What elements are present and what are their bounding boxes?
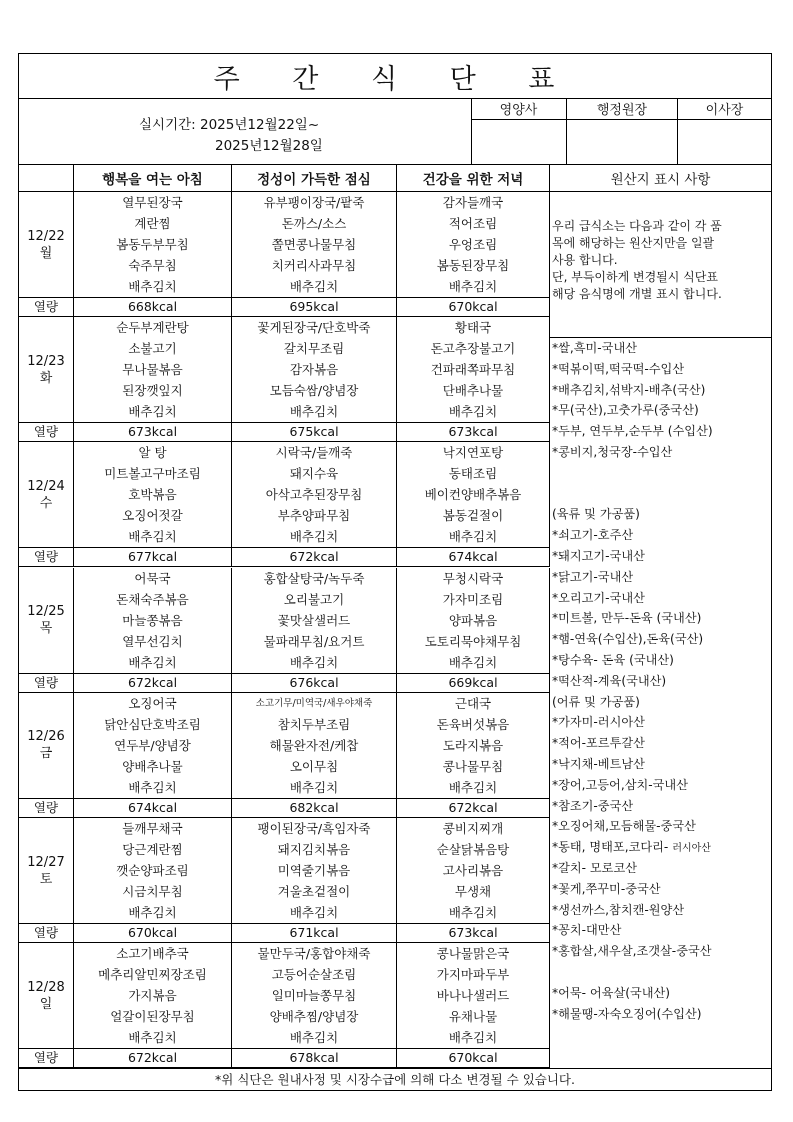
menu-item: 무나물볶음	[122, 362, 183, 378]
menu-item: 배추김치	[289, 905, 339, 920]
origin-item-text: *꽃게,쭈꾸미-중국산	[552, 881, 661, 896]
origin-item	[550, 858, 771, 879]
menu-item: 소불고기	[128, 341, 177, 357]
kcal-value: 674kcal	[397, 548, 550, 566]
menu-item: 치커리사과무침	[271, 258, 357, 273]
origin-item	[550, 588, 771, 609]
kcal-value: 678kcal	[232, 1049, 397, 1067]
menu-item: 깻순양파조림	[116, 863, 189, 878]
menu-item: 팽이된장국/흑임자죽	[257, 821, 371, 836]
menu-item: 바나나샐러드	[436, 988, 510, 1004]
menu-item: 적어조림	[448, 216, 498, 231]
menu-item: 봄동된장무침	[436, 258, 510, 273]
kcal-value: 671kcal	[232, 924, 397, 942]
dinner-menu	[397, 818, 550, 923]
origin-item	[550, 754, 771, 775]
menu-item: 우엉조림	[448, 237, 498, 252]
origin-item	[550, 900, 771, 921]
kcal-value: 674kcal	[74, 799, 232, 817]
menu-item: 물만두국/홍합야채죽	[257, 946, 371, 962]
kcal-label: 열량	[19, 298, 74, 316]
menu-item: 배추김치	[128, 905, 177, 920]
menu-item: 꽃게된장국/단호박죽	[257, 320, 371, 336]
kcal-value: 672kcal	[74, 1049, 232, 1067]
origin-item-text: *햄-연육(수입산),돈육(국산)	[552, 632, 704, 647]
menu-item: 가지마파두부	[436, 967, 510, 983]
kcal-value: 695kcal	[232, 298, 397, 316]
origin-item	[550, 650, 771, 671]
menu-item: 돼지김치볶음	[277, 842, 351, 857]
kcal-value: 672kcal	[397, 799, 550, 817]
day-weekday: 금	[39, 746, 53, 762]
origin-item-text: *미트볼, 만두-돈육 (국내산)	[552, 611, 702, 626]
origin-note-line: 사용 합니다.	[552, 253, 618, 267]
origin-item	[550, 421, 771, 442]
menu-item: 알 탕	[138, 445, 167, 461]
origin-item	[550, 692, 771, 713]
menu-item: 돼지수육	[289, 466, 339, 482]
menu-item: 갈치무조림	[283, 341, 345, 357]
origin-item	[550, 733, 771, 754]
origin-item	[550, 359, 771, 380]
menu-frame	[18, 53, 772, 1091]
dinner-menu	[397, 317, 550, 422]
menu-item: 양배추찜/양념장	[269, 1009, 359, 1025]
approval-chair-label: 이사장	[678, 98, 771, 120]
menu-item: 일미마늘쫑무침	[271, 988, 357, 1004]
kcal-label: 열량	[19, 674, 74, 692]
menu-item: 배추김치	[448, 529, 498, 545]
menu-item: 배추김치	[448, 404, 498, 420]
breakfast-menu	[74, 317, 232, 422]
lunch-menu	[232, 943, 397, 1048]
menu-item: 배추김치	[128, 529, 177, 545]
kcal-row	[19, 547, 550, 567]
kcal-value: 670kcal	[397, 1049, 550, 1067]
header-day	[19, 164, 74, 192]
origin-item-text: *닭고기-국내산	[552, 569, 634, 584]
menu-item: 닭안심단호박조림	[104, 716, 201, 732]
origin-item	[550, 400, 771, 421]
origin-item	[550, 629, 771, 650]
kcal-row	[19, 297, 550, 317]
breakfast-menu	[74, 192, 232, 297]
menu-item: 아삭고추된장무침	[265, 487, 363, 503]
menu-item: 가자미조림	[442, 591, 504, 607]
menu-item: 오이무침	[289, 758, 339, 774]
menu-item: 콩나물맑은국	[436, 946, 510, 962]
origin-item-extra: 러시아산	[672, 843, 711, 855]
approval-admin-label: 행정원장	[567, 98, 678, 120]
dinner-menu	[397, 943, 550, 1048]
approval-dietitian-label: 영양사	[471, 98, 567, 120]
kcal-value: 672kcal	[232, 548, 397, 566]
kcal-value: 677kcal	[74, 548, 232, 566]
menu-item: 참치두부조림	[277, 716, 351, 732]
origin-item-text: *쇠고기-호주산	[552, 528, 634, 543]
menu-item: 배추김치	[448, 905, 498, 920]
kcal-row	[19, 1048, 550, 1068]
menu-item: 부추양파무침	[277, 508, 351, 524]
header-breakfast: 행복을 여는 아침	[74, 164, 232, 192]
origin-item-text: (어류 및 가공품)	[552, 694, 640, 709]
menu-item: 오징어젓갈	[122, 508, 183, 524]
origin-list	[550, 338, 771, 1024]
day-weekday: 일	[39, 996, 53, 1012]
day-weekday: 월	[39, 245, 53, 261]
menu-item: 배추김치	[448, 1030, 498, 1046]
day-date: 12/28	[27, 979, 65, 995]
menu-item: 배추김치	[128, 1030, 177, 1046]
period-box	[19, 98, 472, 164]
menu-item: 어묵국	[134, 570, 171, 586]
menu-item: 봄동두부무침	[116, 237, 189, 252]
day-label	[19, 192, 74, 297]
origin-item-text: *해물땡-자숙오징어(수입산)	[552, 1006, 702, 1021]
origin-item-text: (육류 및 가공품)	[552, 507, 640, 522]
menu-item: 근대국	[454, 695, 492, 711]
menu-item: 순살닭볶음탕	[436, 842, 510, 857]
menu-item: 고사리볶음	[442, 863, 504, 878]
origin-item-text: *갈치- 모로코산	[552, 860, 638, 875]
origin-item-text: *떡볶이떡,떡국떡-수입산	[552, 361, 685, 376]
menu-item: 소고기무/미역국/새우야채죽	[255, 697, 373, 709]
menu-item: 물파래무침/요거트	[263, 633, 365, 649]
menu-item: 동태조림	[448, 466, 498, 482]
menu-item: 단배추나물	[442, 383, 504, 399]
origin-item-text: *무(국산),고춧가루(중국산)	[552, 403, 699, 418]
kcal-label: 열량	[19, 1049, 74, 1067]
kcal-label: 열량	[19, 799, 74, 817]
day-date: 12/25	[27, 604, 65, 620]
lunch-menu	[232, 317, 397, 422]
origin-item	[550, 1004, 771, 1025]
dinner-menu	[397, 192, 550, 297]
origin-item	[550, 879, 771, 900]
menu-item: 시락국/들깨죽	[275, 445, 353, 461]
menu-item: 감자볶음	[289, 362, 339, 378]
origin-item-text: *콩비지,청국장-수입산	[552, 444, 673, 459]
approval-box	[471, 98, 771, 164]
origin-item-text: *돼지고기-국내산	[552, 548, 645, 563]
origin-item	[550, 567, 771, 588]
menu-item: 숙주무침	[128, 258, 177, 273]
header-lunch: 정성이 가득한 점심	[232, 164, 397, 192]
period-line-2: 2025년12월28일	[215, 138, 323, 154]
menu-item: 배추김치	[128, 279, 177, 294]
menu-item: 건파래쪽파무침	[430, 362, 516, 378]
header-origin: 원산지 표시 사항	[550, 164, 771, 192]
menu-item: 마늘쫑볶음	[122, 612, 183, 628]
origin-note-line: 목에 해당하는 원산지만을 일괄	[552, 236, 715, 250]
origin-item-text: *가자미-러시아산	[552, 715, 645, 730]
menu-item: 배추김치	[128, 404, 177, 420]
origin-item	[550, 671, 771, 692]
kcal-row	[19, 422, 550, 442]
menu-item: 얼갈이된장무침	[110, 1009, 195, 1025]
origin-item-text: *적어-포르투갈산	[552, 736, 645, 751]
origin-item-text: *생선까스,참치캔-원양산	[552, 902, 685, 917]
origin-item	[550, 837, 771, 858]
day-label	[19, 442, 74, 547]
menu-item: 겨울초겉절이	[277, 884, 351, 899]
origin-item-text: *두부, 연두부,순두부 (수입산)	[552, 424, 713, 439]
kcal-value: 669kcal	[397, 674, 550, 692]
origin-item	[550, 796, 771, 817]
origin-item	[550, 442, 771, 463]
menu-item: 열무선김치	[122, 633, 183, 649]
day-date: 12/27	[27, 854, 65, 870]
day-label	[19, 943, 74, 1048]
menu-item: 배추김치	[128, 654, 177, 670]
kcal-value: 670kcal	[74, 924, 232, 942]
menu-item: 돈고추장불고기	[430, 341, 516, 357]
menu-item: 오징어국	[128, 695, 177, 711]
origin-item	[550, 525, 771, 546]
origin-item-text: *꽁치-대만산	[552, 923, 622, 938]
origin-note	[550, 192, 771, 338]
kcal-label: 열량	[19, 423, 74, 441]
origin-item	[550, 962, 771, 983]
menu-item: 콩비지찌개	[442, 821, 504, 836]
dinner-menu	[397, 693, 550, 798]
breakfast-menu	[74, 693, 232, 798]
menu-item: 배추김치	[289, 279, 339, 294]
menu-item: 고등어순살조림	[271, 967, 357, 983]
dinner-menu	[397, 568, 550, 673]
day-weekday: 화	[39, 370, 53, 386]
footer-note: *위 식단은 원내사정 및 시장수급에 의해 다소 변경될 수 있습니다.	[19, 1068, 771, 1090]
page-title: 주 간 식 단 표	[19, 54, 771, 99]
menu-item: 돈육버섯볶음	[436, 716, 510, 732]
kcal-row	[19, 923, 550, 943]
menu-item: 배추김치	[289, 404, 339, 420]
menu-item: 모듬숙쌈/양념장	[269, 383, 359, 399]
origin-item-text: *참조기-중국산	[552, 798, 634, 813]
origin-item	[550, 546, 771, 567]
origin-item	[550, 484, 771, 505]
menu-item: 무청시락국	[442, 570, 504, 586]
menu-item: 메추리알민찌장조림	[98, 967, 207, 983]
origin-item	[550, 983, 771, 1004]
origin-item	[550, 816, 771, 837]
menu-item: 콩나물무침	[442, 758, 504, 774]
menu-item: 낙지연포탕	[442, 445, 504, 461]
menu-item: 돈채숙주볶음	[116, 591, 189, 607]
day-label	[19, 693, 74, 798]
menu-item: 배추김치	[289, 529, 339, 545]
menu-item: 배추김치	[289, 654, 339, 670]
dinner-menu	[397, 442, 550, 547]
lunch-menu	[232, 442, 397, 547]
breakfast-menu	[74, 568, 232, 673]
kcal-label: 열량	[19, 924, 74, 942]
kcal-row	[19, 798, 550, 818]
kcal-value: 673kcal	[397, 423, 550, 441]
origin-item-text: *배추김치,섞박지-배추(국산)	[552, 382, 706, 397]
origin-item-text: *홍합살,새우살,조갯살-중국산	[552, 944, 712, 959]
approval-dietitian-sign	[471, 120, 567, 164]
kcal-value: 673kcal	[397, 924, 550, 942]
menu-item: 도라지볶음	[442, 737, 504, 753]
menu-item: 들깨무채국	[122, 821, 183, 836]
day-date: 12/24	[27, 478, 65, 494]
lunch-menu	[232, 568, 397, 673]
menu-item: 해물완자전/케찹	[269, 737, 359, 753]
kcal-value: 668kcal	[74, 298, 232, 316]
breakfast-menu	[74, 818, 232, 923]
kcal-value: 676kcal	[232, 674, 397, 692]
menu-item: 연두부/양념장	[114, 737, 191, 753]
origin-item	[550, 380, 771, 401]
menu-item: 오리불고기	[283, 591, 345, 607]
menu-item: 시금치무침	[122, 884, 183, 899]
menu-item: 열무된장국	[122, 195, 183, 210]
day-date: 12/22	[27, 228, 65, 244]
origin-item	[550, 463, 771, 484]
day-label	[19, 317, 74, 422]
lunch-menu	[232, 818, 397, 923]
menu-item: 양파볶음	[448, 612, 498, 628]
kcal-value: 682kcal	[232, 799, 397, 817]
origin-item-text: *오징어채,모듬해물-중국산	[552, 819, 696, 834]
header-dinner: 건강을 위한 저녁	[397, 164, 550, 192]
menu-item: 계란찜	[134, 216, 171, 231]
origin-item	[550, 608, 771, 629]
menu-item: 호박볶음	[128, 487, 177, 503]
menu-item: 감자들깨국	[442, 195, 504, 210]
origin-item	[550, 338, 771, 359]
menu-item: 꽃맛살샐러드	[277, 612, 351, 628]
origin-item	[550, 712, 771, 733]
menu-item: 도토리묵야채무침	[424, 633, 522, 649]
menu-item: 무생채	[454, 884, 492, 899]
day-date: 12/26	[27, 729, 65, 745]
kcal-label: 열량	[19, 548, 74, 566]
menu-item: 양배추나물	[122, 758, 183, 774]
period-line-1: 실시기간: 2025년12월22일~	[139, 117, 320, 133]
kcal-row	[19, 673, 550, 693]
menu-item: 베이컨양배추볶음	[424, 487, 522, 503]
menu-item: 가지볶음	[128, 988, 177, 1004]
day-date: 12/23	[27, 353, 65, 369]
day-label	[19, 818, 74, 923]
menu-item: 된장깻잎지	[122, 383, 183, 399]
kcal-value: 672kcal	[74, 674, 232, 692]
menu-item: 순두부계란탕	[116, 320, 189, 336]
day-weekday: 토	[39, 871, 53, 887]
kcal-value: 673kcal	[74, 423, 232, 441]
origin-item	[550, 941, 771, 962]
origin-item-text: *오리고기-국내산	[552, 590, 645, 605]
menu-item: 쫄면콩나물무침	[271, 237, 357, 252]
origin-note-line: 단, 부득이하게 변경될시 식단표	[552, 270, 718, 284]
origin-item-text: *탕수육- 돈육 (국내산)	[552, 652, 674, 667]
origin-note-line: 우리 급식소는 다음과 같이 각 품	[552, 219, 722, 233]
menu-item: 배추김치	[448, 779, 498, 795]
menu-item: 유부팽이장국/팥죽	[263, 195, 365, 210]
origin-item-text: *낙지채-베트남산	[552, 756, 645, 771]
menu-item: 소고기배추국	[116, 946, 189, 962]
kcal-value: 670kcal	[397, 298, 550, 316]
menu-item: 배추김치	[289, 1030, 339, 1046]
menu-item: 배추김치	[448, 654, 498, 670]
breakfast-menu	[74, 442, 232, 547]
day-label	[19, 568, 74, 673]
menu-item: 미역줄기볶음	[277, 863, 351, 878]
origin-note-line: 해당 음식명에 개별 표시 합니다.	[552, 287, 722, 301]
breakfast-menu	[74, 943, 232, 1048]
menu-item: 배추김치	[128, 779, 177, 795]
menu-item: 당근계란찜	[122, 842, 183, 857]
origin-item	[550, 504, 771, 525]
lunch-menu	[232, 192, 397, 297]
menu-item: 미트볼고구마조림	[104, 466, 201, 482]
menu-item: 황태국	[454, 320, 492, 336]
menu-item: 유채나물	[448, 1009, 498, 1025]
origin-item-text: *동태, 명태포,코다리-	[552, 840, 669, 855]
origin-item-text: *어묵- 어육살(국내산)	[552, 985, 671, 1000]
menu-item: 홍합살탕국/녹두죽	[263, 570, 365, 586]
origin-item-text: *쌀,흑미-국내산	[552, 341, 638, 355]
approval-admin-sign	[567, 120, 678, 164]
menu-item: 배추김치	[448, 279, 498, 294]
origin-item-text: *장어,고등어,삼치-국내산	[552, 777, 688, 792]
lunch-menu	[232, 693, 397, 798]
origin-item	[550, 775, 771, 796]
origin-item	[550, 920, 771, 941]
menu-item: 배추김치	[289, 779, 339, 795]
origin-item-text: *떡산적-계육(국내산)	[552, 673, 667, 688]
day-weekday: 목	[39, 621, 53, 637]
day-weekday: 수	[39, 495, 53, 511]
menu-item: 봄동겉절이	[442, 508, 504, 524]
kcal-value: 675kcal	[232, 423, 397, 441]
menu-item: 돈까스/소스	[281, 216, 347, 231]
